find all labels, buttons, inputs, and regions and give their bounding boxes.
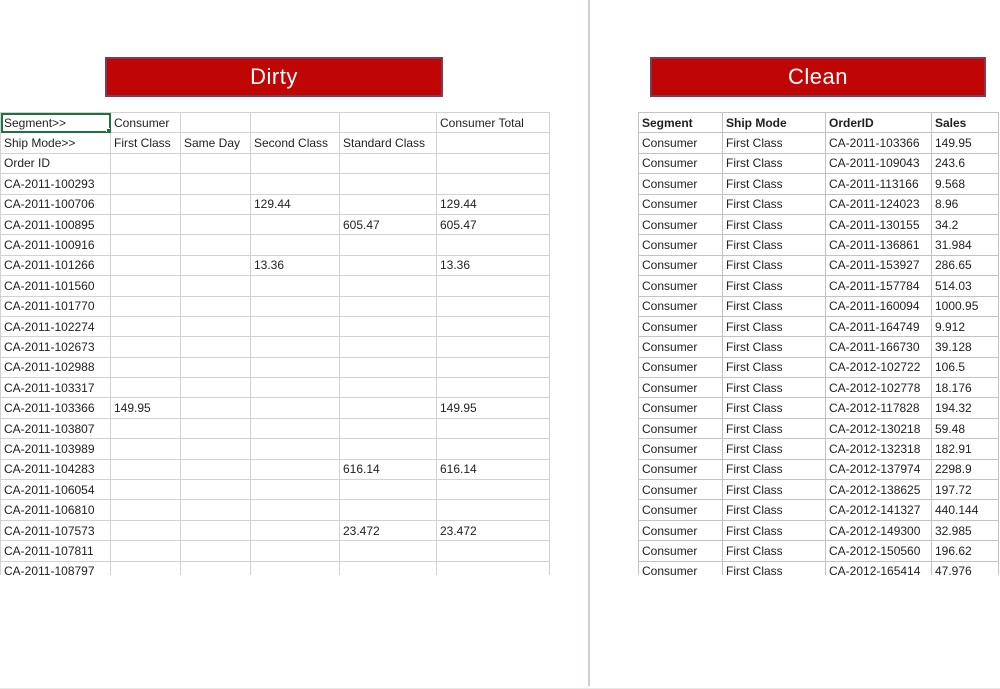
cell[interactable]: First Class xyxy=(723,561,826,575)
cell[interactable] xyxy=(181,113,251,133)
cell[interactable]: Consumer Total xyxy=(437,113,550,133)
cell[interactable]: Consumer xyxy=(639,235,723,255)
cell[interactable] xyxy=(251,398,340,418)
cell[interactable] xyxy=(181,418,251,438)
cell[interactable] xyxy=(181,276,251,296)
cell[interactable]: CA-2011-100293 xyxy=(1,174,111,194)
cell[interactable]: Consumer xyxy=(639,255,723,275)
cell[interactable]: Ship Mode>> xyxy=(1,133,111,153)
clean-table xyxy=(638,112,999,575)
cell[interactable]: 59.48 xyxy=(932,418,999,438)
table-row xyxy=(1,378,550,398)
dirty-table-container xyxy=(0,112,550,575)
cell[interactable]: First Class xyxy=(723,418,826,438)
cell[interactable] xyxy=(111,541,181,561)
cell[interactable]: 149.95 xyxy=(111,398,181,418)
cell[interactable]: First Class xyxy=(723,337,826,357)
cell[interactable] xyxy=(437,133,550,153)
cell[interactable]: CA-2011-106054 xyxy=(1,480,111,500)
table-row xyxy=(1,459,550,479)
clean-table-container xyxy=(638,112,1000,575)
cell[interactable]: Consumer xyxy=(639,337,723,357)
cell[interactable] xyxy=(251,480,340,500)
cell[interactable]: CA-2012-102778 xyxy=(826,378,932,398)
cell[interactable]: CA-2012-117828 xyxy=(826,398,932,418)
cell[interactable]: 129.44 xyxy=(437,194,550,214)
cell[interactable] xyxy=(340,296,437,316)
cell[interactable] xyxy=(340,153,437,173)
cell[interactable] xyxy=(111,214,181,234)
cell[interactable] xyxy=(437,316,550,336)
column-header-cell[interactable]: Sales xyxy=(932,113,999,133)
cell[interactable] xyxy=(340,276,437,296)
cell[interactable]: CA-2011-157784 xyxy=(826,276,932,296)
cell[interactable]: First Class xyxy=(723,235,826,255)
cell[interactable] xyxy=(437,439,550,459)
table-row xyxy=(1,255,550,275)
cell[interactable]: CA-2012-141327 xyxy=(826,500,932,520)
cell[interactable] xyxy=(181,561,251,575)
cell[interactable] xyxy=(181,500,251,520)
cell[interactable]: Order ID xyxy=(1,153,111,173)
cell[interactable]: 605.47 xyxy=(340,214,437,234)
cell[interactable]: Consumer xyxy=(639,398,723,418)
cell[interactable] xyxy=(181,194,251,214)
table-row xyxy=(639,316,999,336)
cell[interactable]: 605.47 xyxy=(437,214,550,234)
cell[interactable] xyxy=(111,194,181,214)
dirty-header-row xyxy=(1,113,550,133)
cell[interactable] xyxy=(251,520,340,540)
cell[interactable]: 2298.9 xyxy=(932,459,999,479)
cell[interactable] xyxy=(181,316,251,336)
cell[interactable] xyxy=(111,316,181,336)
cell[interactable]: CA-2011-160094 xyxy=(826,296,932,316)
cell[interactable]: CA-2011-106810 xyxy=(1,500,111,520)
cell[interactable]: 106.5 xyxy=(932,357,999,377)
dirty-header-row xyxy=(1,133,550,153)
cell[interactable] xyxy=(437,480,550,500)
cell[interactable]: Same Day xyxy=(181,133,251,153)
table-row xyxy=(1,337,550,357)
table-row xyxy=(639,418,999,438)
cell[interactable]: 9.912 xyxy=(932,316,999,336)
cell[interactable]: Consumer xyxy=(111,113,181,133)
cell[interactable]: First Class xyxy=(723,255,826,275)
table-row xyxy=(639,235,999,255)
cell[interactable] xyxy=(340,316,437,336)
cell[interactable] xyxy=(111,255,181,275)
cell[interactable] xyxy=(111,418,181,438)
cell[interactable]: 34.2 xyxy=(932,214,999,234)
table-row xyxy=(1,561,550,575)
cell[interactable]: 149.95 xyxy=(932,133,999,153)
cell[interactable] xyxy=(340,255,437,275)
cell[interactable] xyxy=(437,561,550,575)
cell[interactable]: CA-2011-164749 xyxy=(826,316,932,336)
cell[interactable] xyxy=(437,500,550,520)
table-row xyxy=(1,296,550,316)
table-row xyxy=(1,235,550,255)
cell[interactable] xyxy=(111,520,181,540)
cell[interactable]: CA-2011-102673 xyxy=(1,337,111,357)
cell[interactable] xyxy=(437,153,550,173)
cell[interactable]: CA-2012-149300 xyxy=(826,520,932,540)
cell[interactable]: Consumer xyxy=(639,418,723,438)
table-row xyxy=(639,398,999,418)
cell[interactable]: CA-2011-101770 xyxy=(1,296,111,316)
cell[interactable] xyxy=(251,357,340,377)
cell[interactable]: 182.91 xyxy=(932,439,999,459)
cell[interactable]: Standard Class xyxy=(340,133,437,153)
cell[interactable] xyxy=(251,418,340,438)
cell[interactable] xyxy=(111,174,181,194)
cell[interactable]: CA-2011-136861 xyxy=(826,235,932,255)
cell[interactable]: Consumer xyxy=(639,357,723,377)
cell[interactable] xyxy=(437,418,550,438)
cell[interactable]: CA-2011-153927 xyxy=(826,255,932,275)
cell[interactable] xyxy=(437,235,550,255)
cell[interactable]: First Class xyxy=(723,357,826,377)
table-row xyxy=(1,357,550,377)
cell[interactable] xyxy=(111,500,181,520)
table-row xyxy=(639,480,999,500)
cell[interactable] xyxy=(181,255,251,275)
dirty-table xyxy=(0,112,550,575)
cell[interactable] xyxy=(437,378,550,398)
cell[interactable] xyxy=(340,500,437,520)
cell[interactable]: First Class xyxy=(723,439,826,459)
table-row xyxy=(639,459,999,479)
table-row xyxy=(639,214,999,234)
cell[interactable]: First Class xyxy=(723,378,826,398)
dirty-header-row xyxy=(1,153,550,173)
cell[interactable] xyxy=(340,113,437,133)
cell[interactable] xyxy=(340,378,437,398)
table-row xyxy=(1,214,550,234)
cell[interactable]: 23.472 xyxy=(340,520,437,540)
table-row xyxy=(1,276,550,296)
cell[interactable]: CA-2011-107811 xyxy=(1,541,111,561)
cell[interactable]: First Class xyxy=(723,541,826,561)
cell[interactable] xyxy=(251,174,340,194)
cell[interactable]: CA-2011-103807 xyxy=(1,418,111,438)
cell[interactable] xyxy=(111,276,181,296)
cell[interactable]: Consumer xyxy=(639,276,723,296)
cell[interactable] xyxy=(251,439,340,459)
table-row xyxy=(639,561,999,575)
cell[interactable]: Consumer xyxy=(639,194,723,214)
cell[interactable]: Consumer xyxy=(639,520,723,540)
cell[interactable]: CA-2011-104283 xyxy=(1,459,111,479)
cell[interactable] xyxy=(181,153,251,173)
cell[interactable]: 616.14 xyxy=(437,459,550,479)
cell[interactable] xyxy=(251,296,340,316)
cell[interactable]: First Class xyxy=(723,480,826,500)
cell[interactable] xyxy=(181,459,251,479)
cell[interactable] xyxy=(437,276,550,296)
table-row xyxy=(639,337,999,357)
cell[interactable]: First Class xyxy=(723,459,826,479)
cell[interactable] xyxy=(181,235,251,255)
cell[interactable]: First Class xyxy=(723,174,826,194)
cell[interactable] xyxy=(111,153,181,173)
table-row xyxy=(1,439,550,459)
cell[interactable]: 243.6 xyxy=(932,153,999,173)
cell[interactable]: 39.128 xyxy=(932,337,999,357)
cell[interactable]: 194.32 xyxy=(932,398,999,418)
cell[interactable]: Consumer xyxy=(639,133,723,153)
table-row xyxy=(639,153,999,173)
cell[interactable] xyxy=(181,520,251,540)
cell[interactable] xyxy=(340,357,437,377)
table-row xyxy=(1,418,550,438)
cell[interactable] xyxy=(181,480,251,500)
cell[interactable]: CA-2012-165414 xyxy=(826,561,932,575)
cell[interactable] xyxy=(340,418,437,438)
cell[interactable] xyxy=(111,337,181,357)
clean-title: Clean xyxy=(788,64,848,89)
column-header-cell[interactable]: Segment xyxy=(639,113,723,133)
cell[interactable]: 13.36 xyxy=(437,255,550,275)
cell[interactable] xyxy=(181,214,251,234)
cell[interactable] xyxy=(340,174,437,194)
cell[interactable] xyxy=(181,439,251,459)
dirty-title-banner xyxy=(105,57,443,97)
table-row xyxy=(1,500,550,520)
cell[interactable]: CA-2011-103366 xyxy=(1,398,111,418)
cell[interactable]: Consumer xyxy=(639,316,723,336)
cell[interactable] xyxy=(340,194,437,214)
cell[interactable] xyxy=(181,541,251,561)
cell[interactable] xyxy=(111,439,181,459)
cell[interactable]: CA-2012-130218 xyxy=(826,418,932,438)
cell[interactable] xyxy=(181,357,251,377)
table-row xyxy=(639,296,999,316)
cell[interactable]: 616.14 xyxy=(340,459,437,479)
cell[interactable]: 47.976 xyxy=(932,561,999,575)
clean-header-row xyxy=(639,113,999,133)
table-row xyxy=(639,194,999,214)
cell[interactable]: CA-2011-109043 xyxy=(826,153,932,173)
cell[interactable]: 8.96 xyxy=(932,194,999,214)
table-row xyxy=(1,316,550,336)
cell[interactable]: 197.72 xyxy=(932,480,999,500)
column-header-cell[interactable]: Ship Mode xyxy=(723,113,826,133)
cell[interactable]: 1000.95 xyxy=(932,296,999,316)
table-row xyxy=(1,194,550,214)
cell[interactable]: Consumer xyxy=(639,378,723,398)
column-header-cell[interactable]: OrderID xyxy=(826,113,932,133)
cell[interactable] xyxy=(111,378,181,398)
cell[interactable]: CA-2011-100895 xyxy=(1,214,111,234)
cell[interactable]: CA-2011-102274 xyxy=(1,316,111,336)
cell[interactable] xyxy=(111,357,181,377)
cell[interactable]: CA-2011-100706 xyxy=(1,194,111,214)
cell[interactable] xyxy=(251,337,340,357)
cell[interactable]: CA-2012-102722 xyxy=(826,357,932,377)
cell[interactable]: CA-2011-100916 xyxy=(1,235,111,255)
table-row xyxy=(639,520,999,540)
table-row xyxy=(639,500,999,520)
cell[interactable]: Consumer xyxy=(639,439,723,459)
cell[interactable]: CA-2011-102988 xyxy=(1,357,111,377)
cell[interactable]: CA-2011-130155 xyxy=(826,214,932,234)
cell[interactable]: Segment>> xyxy=(1,113,111,133)
cell[interactable]: CA-2011-101560 xyxy=(1,276,111,296)
cell[interactable] xyxy=(181,378,251,398)
cell[interactable]: 31.984 xyxy=(932,235,999,255)
table-row xyxy=(1,541,550,561)
cell[interactable]: First Class xyxy=(723,398,826,418)
cell[interactable] xyxy=(111,459,181,479)
table-row xyxy=(1,520,550,540)
cell[interactable] xyxy=(251,378,340,398)
cell[interactable] xyxy=(437,174,550,194)
table-row xyxy=(639,541,999,561)
cell[interactable] xyxy=(111,480,181,500)
cell[interactable]: First Class xyxy=(723,276,826,296)
cell[interactable]: Consumer xyxy=(639,500,723,520)
cell[interactable] xyxy=(251,276,340,296)
cell[interactable]: 9.568 xyxy=(932,174,999,194)
cell[interactable] xyxy=(181,337,251,357)
cell[interactable]: First Class xyxy=(111,133,181,153)
cell[interactable]: First Class xyxy=(723,194,826,214)
cell[interactable] xyxy=(251,541,340,561)
table-row xyxy=(639,276,999,296)
cell[interactable]: 440.144 xyxy=(932,500,999,520)
cell[interactable]: Consumer xyxy=(639,296,723,316)
cell[interactable] xyxy=(340,439,437,459)
cell[interactable]: First Class xyxy=(723,133,826,153)
cell[interactable]: First Class xyxy=(723,500,826,520)
cell[interactable]: CA-2012-132318 xyxy=(826,439,932,459)
cell[interactable]: Consumer xyxy=(639,541,723,561)
cell[interactable]: CA-2012-137974 xyxy=(826,459,932,479)
cell[interactable]: Consumer xyxy=(639,459,723,479)
cell[interactable]: CA-2011-103317 xyxy=(1,378,111,398)
cell[interactable] xyxy=(340,480,437,500)
cell[interactable]: First Class xyxy=(723,520,826,540)
cell[interactable] xyxy=(437,357,550,377)
table-row xyxy=(639,378,999,398)
cell[interactable]: CA-2011-124023 xyxy=(826,194,932,214)
cell[interactable]: First Class xyxy=(723,296,826,316)
cell[interactable] xyxy=(251,459,340,479)
cell[interactable]: 18.176 xyxy=(932,378,999,398)
table-row xyxy=(1,174,550,194)
cell[interactable]: 149.95 xyxy=(437,398,550,418)
cell[interactable]: CA-2011-108797 xyxy=(1,561,111,575)
cell[interactable]: CA-2011-113166 xyxy=(826,174,932,194)
table-row xyxy=(1,398,550,418)
cell[interactable] xyxy=(437,541,550,561)
cell[interactable] xyxy=(340,561,437,575)
cell[interactable] xyxy=(340,235,437,255)
cell[interactable] xyxy=(111,561,181,575)
cell[interactable]: CA-2011-103989 xyxy=(1,439,111,459)
table-row xyxy=(639,357,999,377)
cell[interactable]: Consumer xyxy=(639,174,723,194)
table-row xyxy=(639,133,999,153)
table-row xyxy=(639,174,999,194)
cell[interactable] xyxy=(251,561,340,575)
cell[interactable]: First Class xyxy=(723,153,826,173)
clean-title-banner xyxy=(650,57,986,97)
panel-divider xyxy=(588,0,590,686)
cell[interactable]: Consumer xyxy=(639,153,723,173)
cell[interactable] xyxy=(251,316,340,336)
cell[interactable]: Consumer xyxy=(639,480,723,500)
cell[interactable] xyxy=(181,398,251,418)
cell[interactable]: CA-2012-150560 xyxy=(826,541,932,561)
cell[interactable]: CA-2011-101266 xyxy=(1,255,111,275)
cell[interactable]: 129.44 xyxy=(251,194,340,214)
cell[interactable] xyxy=(437,337,550,357)
cell[interactable] xyxy=(111,235,181,255)
cell[interactable]: 13.36 xyxy=(251,255,340,275)
cell[interactable]: Consumer xyxy=(639,214,723,234)
cell[interactable]: First Class xyxy=(723,316,826,336)
table-row xyxy=(639,439,999,459)
cell[interactable] xyxy=(251,153,340,173)
cell[interactable]: CA-2011-103366 xyxy=(826,133,932,153)
cell[interactable] xyxy=(251,113,340,133)
cell[interactable] xyxy=(340,541,437,561)
cell[interactable]: CA-2011-166730 xyxy=(826,337,932,357)
cell[interactable]: 286.65 xyxy=(932,255,999,275)
dirty-title: Dirty xyxy=(250,64,298,89)
cell[interactable] xyxy=(340,398,437,418)
cell[interactable]: Second Class xyxy=(251,133,340,153)
table-row xyxy=(639,255,999,275)
cell[interactable]: CA-2011-107573 xyxy=(1,520,111,540)
cell[interactable] xyxy=(181,174,251,194)
cell[interactable]: 514.03 xyxy=(932,276,999,296)
cell[interactable]: Consumer xyxy=(639,561,723,575)
cell[interactable]: 196.62 xyxy=(932,541,999,561)
cell[interactable] xyxy=(181,296,251,316)
cell[interactable] xyxy=(251,235,340,255)
cell[interactable] xyxy=(111,296,181,316)
table-row xyxy=(1,480,550,500)
cell[interactable] xyxy=(251,214,340,234)
cell[interactable] xyxy=(437,296,550,316)
cell[interactable]: 23.472 xyxy=(437,520,550,540)
cell[interactable] xyxy=(340,337,437,357)
cell[interactable]: First Class xyxy=(723,214,826,234)
cell[interactable]: CA-2012-138625 xyxy=(826,480,932,500)
cell[interactable]: 32.985 xyxy=(932,520,999,540)
cell[interactable] xyxy=(251,500,340,520)
